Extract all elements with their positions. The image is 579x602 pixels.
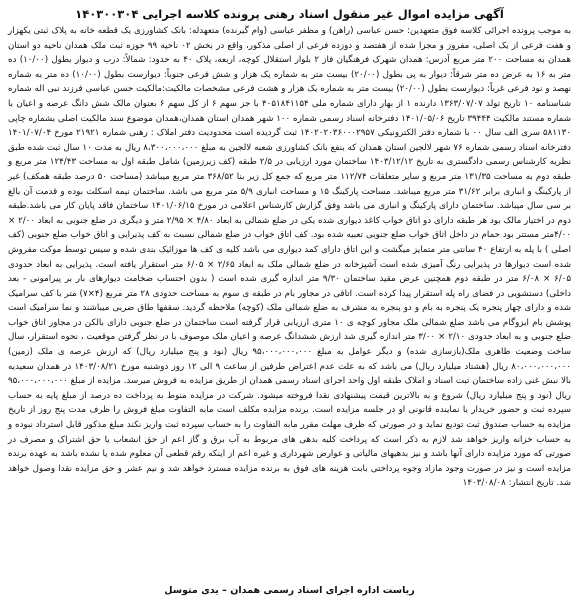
notice-signature: ریاست اداره اجرای اسناد رسمی همدان – یدی متوسل bbox=[164, 585, 415, 596]
notice-body: به موجب پرونده اجرائی کلاسه فوق متعهدین: حسن عباسی (راهن) و مظفر عباسی (وام گیرنده) متعهدله: بانک کشاورزی یک قطعه خانه به پلاک ثبتی یکهزار و هفت فرعی از یک اصلی، مفروز و مجزا شده از هفتصد و دوزده فرعی از اصلی مذکور، واقع در بخش ۰۲ ناحیه ۹۹ حوزه ثبت ملک همدان ناحیه دو استان همدان به مساحت ۲۰۰ متر مربع آدرس: همدان شهرک فرهنگیان فاز ۲ بلوار استقلال کوچه، اربعه، پلاک ۴۰ به حدود: شمالاً: درب و دیوار بطول (۱۰/۰۰) ده متر به ۱۶ به عرض ده متر شرقاً: دیوار به پی بطول (۲۰/۰۰) بیست متر به شماره یک هزار و شش فرعی جنوباً: دیوارست بطول (۱۰/۰۰) ده متر به شماره نهصد و نود فرعی غرباً: دیوارست بطول (۲۰/۰۰) بیست متر به شماره یک هزار و هشت فرعی مشخصات مالکیت:مالکیت حسن عباسی فرزند نبی اله شماره شناسنامه ۱۰ تاریخ تولد ۱۳۶۳/۰۷/۰۷ دارنده ۱ از بهار دارای شماره ملی ۴۰۵۱۸۴۱۱۵۴ با جز سهم ۶ از کل سهم ۶ بعنوان مالک شش دانگ عرصه و اعیان با شماره مستند مالکیت ۳۹۴۴۴ تاریخ ۱۴۰۱/۰۵/۰۶ دفترخانه اسناد رسمی شماره ۱۰۰ شهر همدان استان همدان،همدان موضوع سند مالکیت اصلی بشماره چاپی ۵۸۱۱۳۰ سری الف سال ۰۰ با شماره دفتر الکترونیکی ۱۴۰۲۰۲۰۳۶۰۰۰۲۹۵۷ ثبت گردیده است محدودیت دفتر املاک : رهنی شماره ۲۱۹۲۱ مورخ ۱۴۰۱/۰۷/۰۴ دفترخانه اسناد رسمی شماره ۷۶ شهر لالجین استان همدان که بنفع بانک کشاورزی شعبه لالجین به مبلغ ۸،۳۰۰،۰۰۰،۰۰۰ ریال به مدت ۱۰ سال ثبت شده طبق نظریه کارشناس رسمی دادگستری به تاریخ ۱۴۰۳/۱۲/۱۲ ساختمان مورد ارزیابی در ۲/۵ طبقه (کف زیرزمین) شامل طبقه اول به مساحت ۱۲۴/۴۳ متر مربع و طبقه دوم به مساحت ۱۳۱/۳۵ متر مربع و سایر متعلقات ۱۱۲/۷۴ متر مربع که جمع کل زیر بنا ۳۶۸/۵۲ متر مربع میباشد (مساحت ۵۰ درصد طبقه همکف) غیر از پارکینگ و انباری برابر ۳۱/۶۲ متر مربع میباشد. مساحت پارکینگ ۱۵ و مساحت انباری ۵/۹ متر مربع می باشد. ساختمان نیمه اسکلت بوده و قدمت آن بالغ بر سی سال میباشد. ساختمان دارای پارکینگ و انباری می باشد وفق گزارش کارشناس اعلامی در مورخ ۱۴۰۱/۰۶/۱۵ ساختمان فاقد پایان کار می باشد.طبقه دوم در اختیار مالک بود هر طبقه دارای دو اتاق خواب کاغذ دیواری شده یکی در ضلع شمالی به ابعاد ۴/۸۰ × ۲/۹۵ متر و دیگری در ضلع جنوبی به ابعاد ۲/۰۰ × ۴/۰۰متر مستتر بود حمام در داخل اتاق خواب ضلع جنوبی تعبیه شده بود. کف اتاق خواب در ضلع شمالی نسبت به کف پذیرایی و اتاق خواب ضلع جنوبی (کف اصلی ) با پله به ارتفاع ۴۰ سانتی متر متمایز میگشت و این اتاق دارای کمد دیواری می باشد کلیه ی کف ها موزائیک بندی شده و سیس توسط موکت مفروش شده است دیوارها در پذیرایی رنگ آمیزی شده است آشپزخانه در ضلع شمالی ملک به ابعاد ۲/۶۵ × ۶/۰۵ متر استقرار یافته است. پذیرایی به ابعاد حدودی ۶/۰۵ × ۶/۰۸ متر در طبقه دوم همچنین عرض مقید ساختمان ۹/۳۰ متر اندازه گیری شده است ( بدون احتساب ضخامت دیوارهای بار بر پیرامونی - بعد داخلی) دستشویی در فضای راه پله استقرار پیدا کرده است. اتاقی در مجاور بام در طبقه ی سوم به مساحت حدودی ۲۸ متر مربع (۴×۷) متر با کف سرامیک شده و دارای چهار پنجره یک پنجره به بام و دو پنجره به مشرف به ضلع شمالی ملک (کوچه) ملاحظه گردید. سقفها طاق ضربی میباشند و نما سرامیک است پوشش بام ایزوگام می باشد ضلع شمالی ملک مجاور کوچه ی ۱۰ متری ارزیابی قرار گرفته است ساختمان در ضلع جنوبی دارای بالکن در مجاور اتاق خواب ضلع جنوبی و به ابعاد حدودی ۲/۱۰ × ۳/۰۰ متر اندازه گیری شد ارزش ششدانگ عرصه و اعیان ملک موصوف با در نظر گرفتن موقعیت ، نحوه استقرار، سال ساخت وضعیت ظاهری ملک(بازسازی شده) و دیگر عوامل به مبلغ ۹۵،۰۰۰،۰۰۰،۰۰۰ ریال (نود و پنج میلیارد ریال) که ارزش عرصه ی ملک (زمین) ۸۰،۰۰۰،۰۰۰،۰۰۰ ریال (هشتاد میلیارد ریال) می باشد که به علت عدم اعتراض طرفین از ساعت ۹ الی ۱۲ روز دوشنبه مورخ ۱۴۰۳/۰۸/۲۱ در همدان سعیدیه بالا نبش غنی زاده ساختمان ثبت اسناد و املاک طبقه اول واحد اجرای اسناد رسمی همدان از طریق مزایده به فروش میرسد. مزایده از مبلغ ۹۵،۰۰۰،۰۰۰،۰۰۰ ریال (نود و پنج میلیارد ریال) شروع و به بالاترین قیمت پیشنهادی نقدا فروخته میشود. شرکت در مزایده منوط به پرداخت ده درصد از مبلغ پایه به حساب سپرده ثبت و حضور خریدار یا نماینده قانونی او در جلسه مزایده است. برنده مزایده مکلف است مابه التفاوت مبلغ فروش را ظرف مدت پنج روز از تاریخ مزایده به حساب صندوق ثبت تودیع نماید و در صورتی که ظرف مهلت مقرر مابه التفاوت را به حساب سپرده ثبت واریز نکند مبلغ مذکور قابل استرداد نبوده و به حساب خزانه واریز خواهد شد لازم به ذکر است که پرداخت کلیه بدهی های مربوط به آب برق و گاز اعم از حق انشعاب یا حق اشتراک و مصرف در صورتی که مورد مزایده دارای آنها باشد و نیز بدهیهای مالیاتی و عوارض شهرداری و غیره اعم از اینکه رقم قطعی آن معلوم شده یا نشده باشد به عهده برنده مزایده است و نیز در صورت وجود مازاد وجوه پرداختی بابت هزینه های فوق به برنده مزایده مسترد خواهد شد و نیم عشر و حق مزایده نقدا وصول خواهد شد. تاریخ انتشار: ۱۴۰۳/۰۸/۰۸ bbox=[8, 26, 572, 489]
notice-title: آگهی مزایده اموال غیر منقول اسناد رهنی پرونده کلاسه اجرایی ۱۴۰۳۰۰۳۰۴ bbox=[75, 7, 504, 21]
